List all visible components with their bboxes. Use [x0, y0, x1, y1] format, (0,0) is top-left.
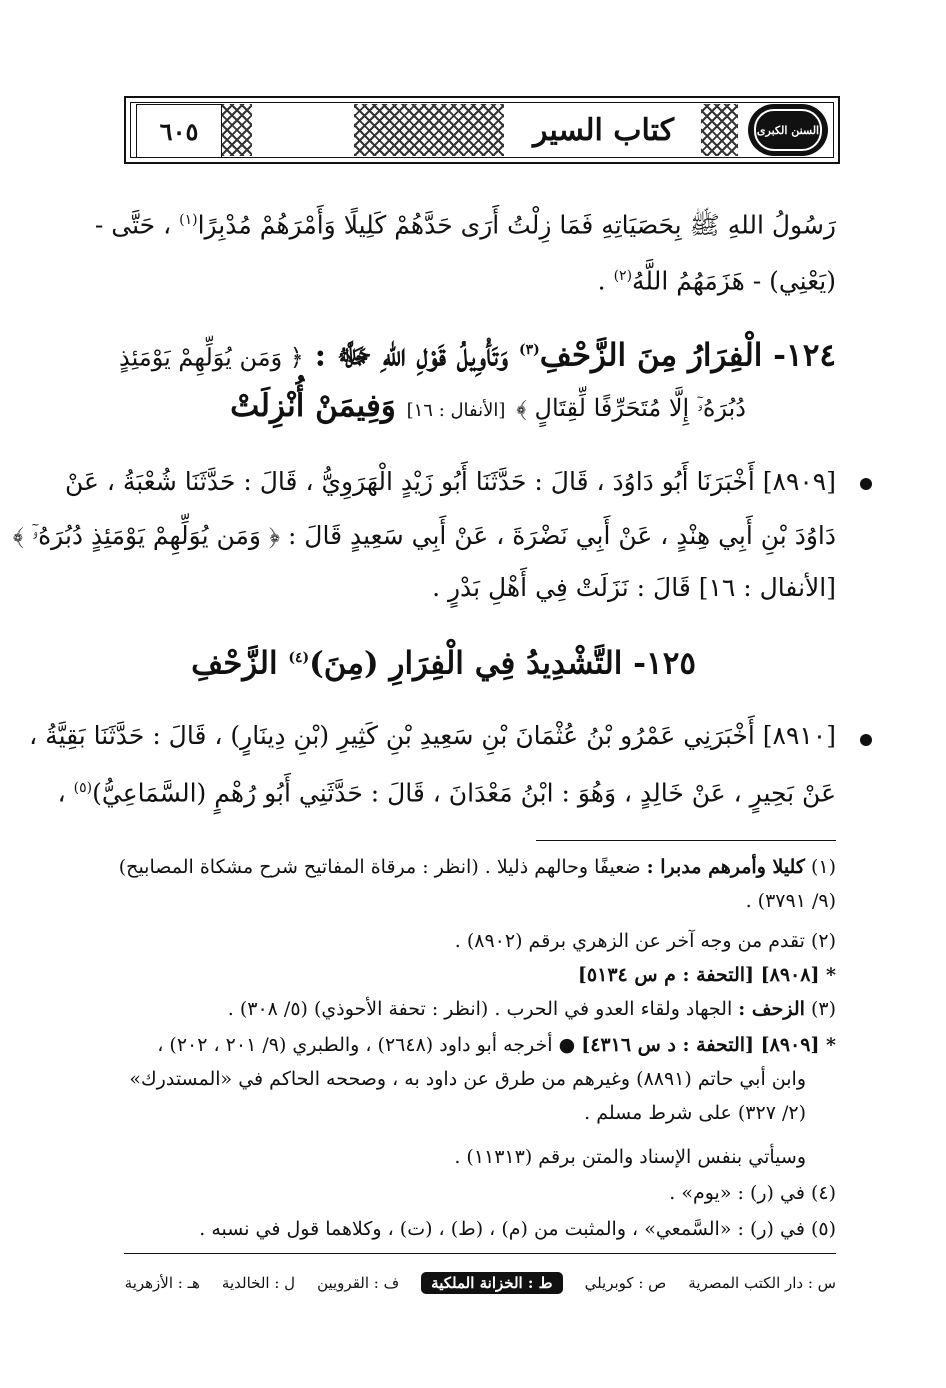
heading-segment: وَفِيمَنْ أُنْزِلَتْ — [230, 388, 396, 424]
footnote-text: ضعيفًا وحالهم ذليلا . (انظر : مرقاة المفاتيح شرح مشكاة المصابيح) — [118, 856, 641, 878]
footnote-term: كليلا وأمرهم مدبرا : — [646, 856, 805, 878]
footnote-2: (٢) تقدم من وجه آخر عن الزهري برقم (٨٩٠٢) . — [454, 930, 836, 952]
text-line — [110, 256, 836, 301]
source-note-8909-cont: (٢/ ٣٢٧) على شرط مسلم . — [584, 1102, 806, 1124]
footnote-ref: (٤) — [288, 650, 310, 666]
section-heading-125 — [110, 638, 696, 683]
text-segment: . — [597, 266, 606, 296]
source-note-8909 — [110, 1030, 836, 1060]
text-segment: (يَعْنِي) - هَزَمَهُمُ اللَّهُ — [632, 266, 836, 296]
footnote-4: (٤) في (ر) : «يوم» . — [669, 1182, 836, 1204]
source-note-8909-cont: وسيأتي بنفس الإسناد والمتن برقم (١١٣١٣) . — [454, 1146, 806, 1168]
source-ref: * [٨٩٠٩] [التحفة : د س ٤٣١٦] — [581, 1034, 836, 1056]
ornament-left — [222, 104, 252, 156]
book-logo — [748, 104, 828, 156]
text-segment: ، — [57, 778, 66, 808]
chapter-title: كتاب السير — [506, 104, 701, 156]
text-segment: رَسُولُ اللهِ ﷺ بِحَصَيَاتِهِ فَمَا زِلْتُ أَرَى حَدَّهُمْ كَلِيلًا وَأَمْرَهُمْ مُدْبِرًا — [197, 210, 836, 240]
heading-segment: الزَّحْفِ — [191, 645, 278, 682]
ornament-right — [696, 104, 738, 156]
legend-divider — [124, 1253, 836, 1254]
legend-item: ل : الخالدية — [221, 1274, 296, 1292]
section-heading-124 — [110, 330, 836, 377]
footnote-number: (٣) — [810, 998, 836, 1020]
page-header — [124, 96, 840, 164]
footnote-1 — [110, 852, 836, 882]
source-note-8909-cont: وابن أبي حاتم (٨٨٩١) وغيرهم من طرق عن داود به ، وصححه الحاكم في «المستدرك» — [129, 1068, 806, 1090]
legend-item: ص : كوبريلي — [584, 1274, 667, 1292]
section-heading-124-cont — [110, 386, 746, 431]
text-line — [94, 200, 836, 245]
footnote-number: (١) — [810, 856, 836, 878]
footnote-ref: (٢) — [613, 268, 633, 284]
footnote-ref: (١) — [179, 212, 198, 228]
footnote-divider — [536, 840, 836, 841]
heading-segment: ١٢٤- الْفِرَارُ مِنَ الزَّحْفِ — [539, 337, 836, 374]
hadith-line: [٨٩١٠] أَخْبَرَنِي عَمْرُو بْنُ عُثْمَانَ بْنِ سَعِيدِ بْنِ كَثِيرِ (بْنِ دِينَارٍ) ، قَالَ : حَدَّثَنَا بَقِيَّةُ ، — [29, 721, 836, 750]
footnote-5: (٥) في (ر) : «السَّمعي» ، والمثبت من (م) ، (ط) ، (ت) ، وكلاهما قول في نسبه . — [199, 1218, 836, 1240]
hadith-line: [٨٩٠٩] أَخْبَرَنَا أَبُو دَاوُدَ ، قَالَ : حَدَّثَنَا أَبُو زَيْدٍ الْهَرَوِيُّ ، قَالَ : حَدَّثَنَا شُعْبَةُ ، عَنْ — [64, 467, 836, 496]
text-segment: ، حَتَّى - — [94, 210, 172, 240]
manuscript-legend — [124, 1268, 836, 1298]
footnote-text: الجهاد ولقاء العدو في الحرب . (انظر : تحفة الأحوذي) (٥/ ٣٠٨) . — [227, 998, 733, 1020]
footnote-3 — [110, 994, 836, 1024]
bullet-icon — [860, 478, 872, 490]
quran-reference: [الأنفال : ١٦] — [406, 400, 506, 421]
heading-segment: وَتَأْوِيلُ قَوْلِ اللهِ ﷻ : — [314, 337, 509, 374]
text-segment: عَنْ بَحِيرٍ ، عَنْ خَالِدٍ ، وَهُوَ : ابْنُ مَعْدَانَ ، قَالَ : حَدَّثَنِي أَبُو رُهْمٍ (السَّمَاعِيُّ) — [92, 778, 836, 808]
legend-item: س : دار الكتب المصرية — [688, 1274, 836, 1292]
hadith-line — [57, 768, 836, 813]
legend-item: هـ : الأزهرية — [124, 1274, 200, 1292]
source-text: ● أخرجه أبو داود (٢٦٤٨) ، والطبري (٩/ ٢٠١ ، ٢٠٢) ، — [157, 1034, 576, 1056]
legend-item: ف : القرويين — [317, 1274, 400, 1292]
hadith-line: [الأنفال : ١٦] قَالَ : نَزَلَتْ فِي أَهْلِ بَدْرٍ . — [432, 573, 836, 602]
footnote-term: الزحف : — [738, 998, 805, 1020]
heading-segment: ١٢٥- التَّشْدِيدُ فِي الْفِرَارِ (مِنَ) — [309, 645, 696, 682]
page-number: ٦٠٥ — [136, 104, 222, 158]
hadith-line: دَاوُدَ بْنِ أَبِي هِنْدٍ ، عَنْ أَبِي نَضْرَةَ ، عَنْ أَبِي سَعِيدٍ قَالَ : ﴿ وَمَن يُوَلِّهِمْ يَوْمَئِذٍ دُبُرَهُۥٓ ﴾ — [12, 521, 836, 550]
book-logo-text: السنن الكبرى — [754, 109, 822, 151]
quran-verse: ﴿ وَمَن يُوَلِّهِمْ يَوْمَئِذٍ — [119, 343, 304, 372]
source-note-8908: * [٨٩٠٨] [التحفة : م س ٥١٣٤] — [577, 964, 836, 986]
footnote-ref: (٣) — [518, 342, 540, 358]
footnote-1-cont: (٩/ ٣٧٩١) . — [745, 890, 836, 912]
footnote-ref: (٥) — [73, 780, 93, 796]
quran-verse: دُبُرَهُۥٓ إِلَّا مُتَحَرِّفًا لِّقِتَالٍ ﴾ — [516, 394, 746, 422]
ornament-center-left — [354, 104, 504, 156]
bullet-icon — [860, 734, 872, 746]
legend-item-highlighted: ط : الخزانة الملكية — [421, 1272, 562, 1294]
